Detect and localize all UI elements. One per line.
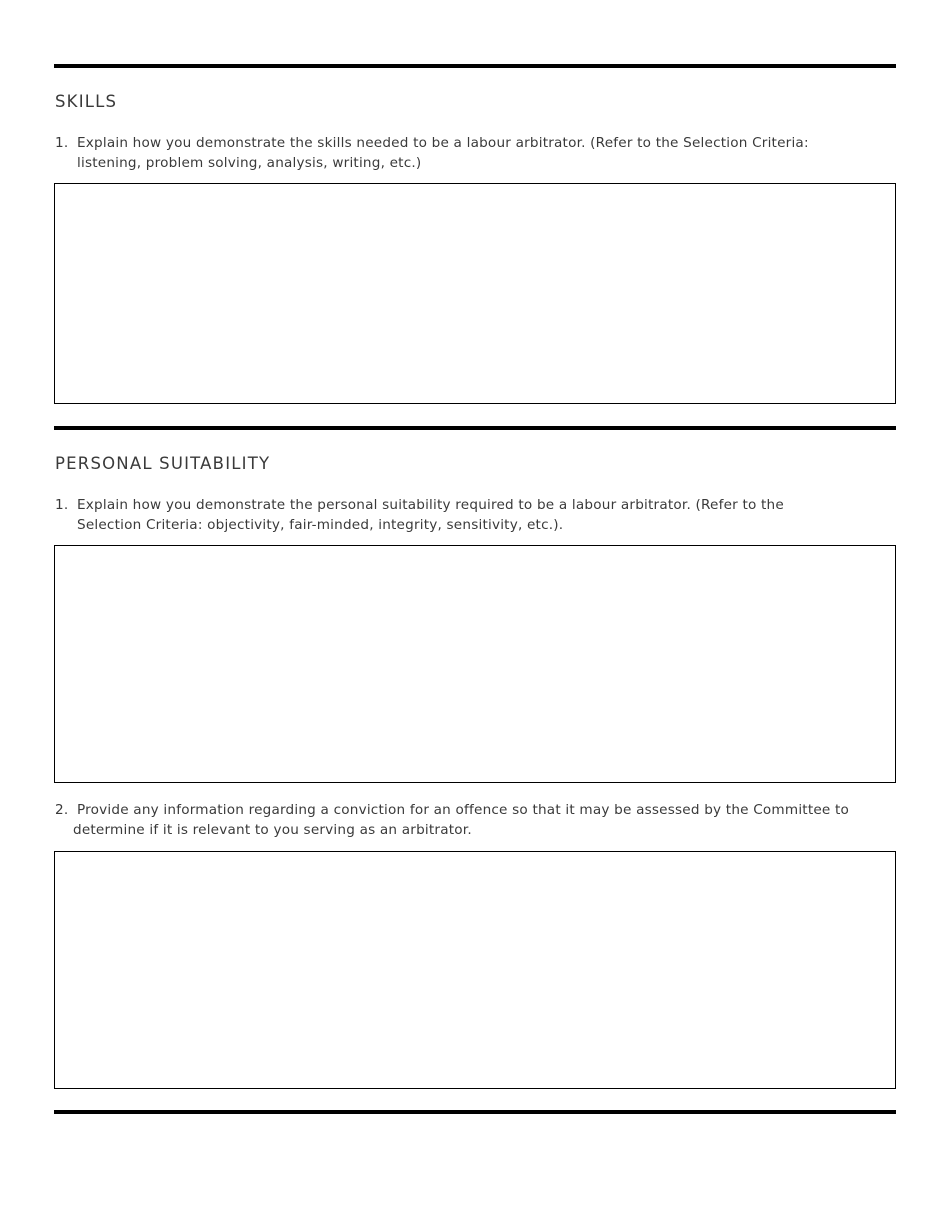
skills-answer-box[interactable] [54, 183, 896, 404]
question-text-line2: Selection Criteria: objectivity, fair-minded, integrity, sensitivity, etc.). [77, 517, 564, 533]
section-divider-top [54, 64, 896, 68]
personal-suitability-answer-field-1[interactable] [55, 546, 895, 782]
personal-suitability-question-2 [55, 800, 885, 840]
question-text-line2: listening, problem solving, analysis, writing, etc.) [77, 155, 422, 171]
section-divider-bottom [54, 1110, 896, 1114]
question-text-line1: Provide any information regarding a conviction for an offence so that it may be assessed by the Committee to [77, 802, 850, 818]
question-number: 2. [55, 802, 69, 818]
personal-suitability-answer-box-1[interactable] [54, 545, 896, 783]
section-divider-middle [54, 426, 896, 430]
question-number: 1. [55, 497, 69, 513]
section-title-personal-suitability: PERSONAL SUITABILITY [55, 454, 271, 473]
section-title-skills: SKILLS [55, 92, 118, 111]
question-text-line1: Explain how you demonstrate the personal suitability required to be a labour arbitrator. (Refer to the [77, 497, 784, 513]
skills-question-1 [55, 133, 885, 173]
personal-suitability-question-1 [55, 495, 885, 535]
question-text-line1: Explain how you demonstrate the skills needed to be a labour arbitrator. (Refer to the Selection Criteria: [77, 135, 809, 151]
question-number: 1. [55, 135, 69, 151]
personal-suitability-answer-field-2[interactable] [55, 852, 895, 1088]
skills-answer-field[interactable] [55, 184, 895, 403]
question-text-line2: determine if it is relevant to you serving as an arbitrator. [73, 822, 472, 838]
personal-suitability-answer-box-2[interactable] [54, 851, 896, 1089]
